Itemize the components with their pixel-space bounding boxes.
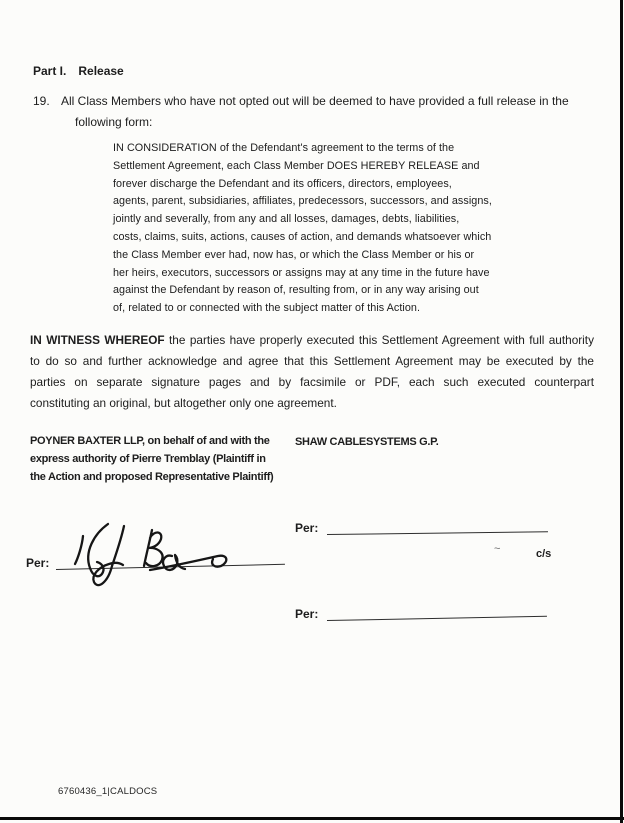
quote-line: agents, parent, subsidiaries, affiliates, predecessors, successors, and assigns, [113, 195, 492, 208]
paragraph-19-line-1: All Class Members who have not opted out will be deemed to have provided a full release in the [61, 94, 569, 108]
witness-line-3: parties on separate signature pages and by facsimile or PDF, each such executed counterpart [30, 374, 594, 389]
stray-mark: ~ [494, 543, 501, 555]
paragraph-number: 19. [33, 94, 50, 108]
quote-line: jointly and severally, from any and all losses, damages, debts, liabilities, [113, 213, 460, 226]
witness-line-1-rest: the parties have properly executed this Settlement Agreement with full authority [164, 333, 594, 347]
quote-line: against the Defendant by reason of, resulting from, or in any way arising out [113, 284, 479, 297]
release-quote-block [113, 140, 492, 318]
quote-line: costs, claims, suits, actions, causes of action, and demands whatsoever which [113, 230, 492, 243]
signature-line-right-2 [327, 603, 547, 621]
part-heading [33, 64, 124, 78]
witness-paragraph [30, 330, 594, 414]
handwritten-signature [66, 516, 236, 598]
scan-edge-bottom [0, 817, 624, 820]
signatory-left-line: the Action and proposed Representative Plaintiff) [30, 471, 274, 483]
quote-line: of, related to or connected with the subject matter of this Action. [113, 302, 421, 315]
per-label-left: Per: [26, 556, 50, 570]
per-label-right-2: Per: [295, 607, 319, 621]
signatory-left-line: express authority of Pierre Tremblay (Plaintiff in [30, 453, 266, 465]
per-label-right-1: Per: [295, 521, 319, 535]
quote-line: the Class Member ever had, now has, or which the Class Member or his or [113, 248, 475, 261]
footer-doc-code: 6760436_1|CALDOCS [58, 786, 158, 797]
quote-line: forever discharge the Defendant and its officers, directors, employees, [113, 177, 452, 190]
signatory-right-header: SHAW CABLESYSTEMS G.P. [295, 436, 439, 448]
counterpart-seal-label: c/s [536, 548, 552, 560]
signatory-left-line: POYNER BAXTER LLP, on behalf of and with the [30, 435, 270, 447]
scan-edge-right [620, 0, 623, 823]
signatory-left-header [30, 432, 273, 486]
witness-line-2: to do so and further acknowledge and agree that this Settlement Agreement may be executed by the [30, 353, 594, 368]
part-title: Release [78, 64, 124, 78]
paragraph-19-line-2: following form: [75, 115, 153, 129]
quote-line: IN CONSIDERATION of the Defendant's agreement to the terms of the [113, 142, 455, 154]
quote-line: Settlement Agreement, each Class Member DOES HEREBY RELEASE and [113, 159, 480, 172]
witness-line-1 [30, 330, 594, 351]
quote-line: her heirs, executors, successors or assigns may at any time in the future have [113, 266, 490, 279]
witness-line-4: constituting an original, but altogether only one agreement. [30, 395, 337, 410]
part-label: Part I. [33, 64, 67, 78]
witness-bold-lead: IN WITNESS WHEREOF [30, 333, 165, 347]
signature-line-right-1 [327, 518, 548, 535]
